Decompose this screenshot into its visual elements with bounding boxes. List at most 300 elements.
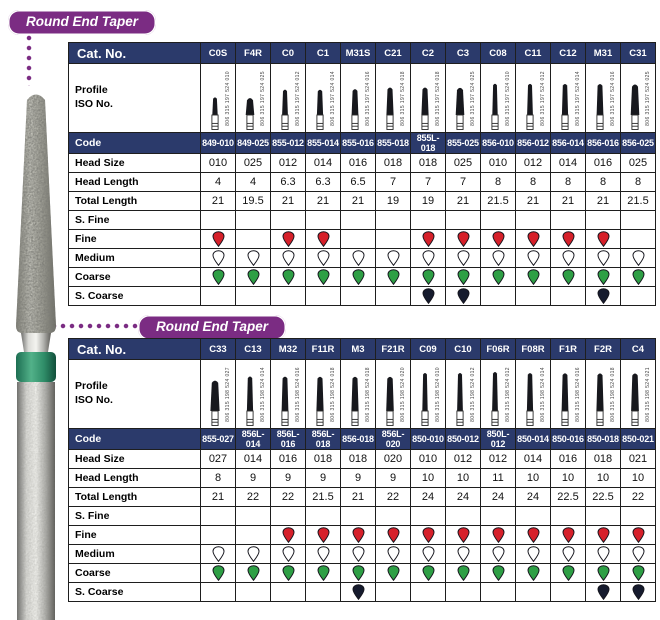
grit-cell-s_coarse (341, 287, 376, 306)
code-cell: 856L-018 (306, 429, 341, 450)
grit-cell-s_coarse (516, 287, 551, 306)
value-cell-head_size: 012 (516, 154, 551, 173)
iso-number: 806 315 198 524 027 (225, 366, 231, 422)
grit-cell-s_fine (586, 507, 621, 526)
value-cell-head_length: 4 (236, 173, 271, 192)
iso-number: 806 315 197 524 016 (365, 70, 371, 126)
grit-cell-coarse (376, 268, 411, 287)
code-cell: 856-016 (586, 133, 621, 154)
value-cell-total_length: 21.5 (481, 192, 516, 211)
grit-cell-medium (411, 249, 446, 268)
profile-cell (516, 360, 551, 429)
grit-cell-s_coarse (376, 287, 411, 306)
grit-cell-fine (341, 230, 376, 249)
value-cell-head_length: 6.3 (306, 173, 341, 192)
grit-cell-fine (306, 526, 341, 545)
grit-drop-icon (282, 250, 295, 266)
grit-drop-icon (352, 269, 365, 285)
code-cell: 856L-016 (271, 429, 306, 450)
grit-drop-icon (317, 527, 330, 543)
grit-cell-coarse (446, 564, 481, 583)
row-label-head_length: Head Length (69, 173, 201, 192)
value-cell-total_length: 19 (411, 192, 446, 211)
profile-cell (306, 64, 341, 133)
grit-cell-s_fine (411, 211, 446, 230)
grit-cell-s_fine (586, 211, 621, 230)
iso-number: 806 315 198 524 016 (295, 366, 301, 422)
grit-drop-icon (632, 565, 645, 581)
grit-drop-icon (632, 250, 645, 266)
value-cell-head_length: 8 (551, 173, 586, 192)
grit-cell-fine (271, 526, 306, 545)
value-cell-head_length: 7 (446, 173, 481, 192)
value-cell-head_size: 010 (201, 154, 236, 173)
grit-cell-coarse (551, 268, 586, 287)
grit-cell-medium (341, 545, 376, 564)
grit-drop-icon (492, 231, 505, 247)
grit-drop-icon (247, 250, 260, 266)
code-cell: 856-014 (551, 133, 586, 154)
grit-drop-icon (352, 565, 365, 581)
row-label-head_length: Head Length (69, 469, 201, 488)
profile-cell (551, 360, 586, 429)
grit-cell-fine (236, 230, 271, 249)
value-cell-head_length: 6.5 (341, 173, 376, 192)
grit-drop-icon (597, 527, 610, 543)
grit-drop-icon (422, 231, 435, 247)
grit-drop-icon (457, 250, 470, 266)
value-cell-total_length: 22.5 (586, 488, 621, 507)
section-badge-top (8, 10, 156, 35)
iso-number: 806 315 197 524 012 (295, 70, 301, 126)
value-cell-head_size: 018 (341, 450, 376, 469)
grit-cell-s_coarse (411, 583, 446, 602)
grit-cell-s_coarse (271, 583, 306, 602)
value-cell-total_length: 21 (341, 192, 376, 211)
value-cell-head_size: 018 (586, 450, 621, 469)
grit-cell-fine (341, 526, 376, 545)
value-cell-head_length: 10 (516, 469, 551, 488)
value-cell-total_length: 21 (341, 488, 376, 507)
grit-cell-s_coarse (551, 583, 586, 602)
grit-drop-icon (422, 288, 435, 304)
grit-drop-icon (597, 250, 610, 266)
value-cell-head_length: 8 (516, 173, 551, 192)
grit-cell-fine (481, 230, 516, 249)
iso-number: 806 315 198 524 020 (400, 366, 406, 422)
grit-cell-coarse (481, 268, 516, 287)
grit-cell-s_coarse (341, 583, 376, 602)
iso-number: 806 315 198 524 012 (505, 366, 511, 422)
value-cell-total_length: 22 (376, 488, 411, 507)
iso-number: 806 315 197 524 014 (330, 70, 336, 126)
grit-drop-icon (527, 269, 540, 285)
bur-profile-icon (345, 71, 365, 131)
iso-number: 806 315 198 524 018 (610, 366, 616, 422)
grit-cell-coarse (621, 564, 656, 583)
bur-spec-table-2 (68, 338, 656, 602)
row-label-medium: Medium (69, 545, 201, 564)
value-cell-head_size: 014 (236, 450, 271, 469)
profile-label: Profile (75, 380, 108, 393)
grit-cell-s_coarse (516, 583, 551, 602)
bur-profile-icon (240, 367, 260, 427)
iso-number: 806 315 198 524 018 (330, 366, 336, 422)
grit-drop-icon (597, 231, 610, 247)
iso-number: 806 315 198 524 018 (365, 366, 371, 422)
grit-cell-medium (516, 249, 551, 268)
grit-drop-icon (597, 565, 610, 581)
value-cell-head_length: 10 (621, 469, 656, 488)
iso-number: 806 315 197 524 025 (645, 70, 651, 126)
section-badge-middle (138, 315, 286, 340)
value-cell-total_length: 21 (201, 192, 236, 211)
profile-cell (271, 64, 306, 133)
grit-drop-icon (457, 546, 470, 562)
iso-number: 806 315 197 524 012 (540, 70, 546, 126)
code-cell: 856-018 (341, 429, 376, 450)
value-cell-head_length: 10 (411, 469, 446, 488)
grit-cell-s_fine (621, 211, 656, 230)
value-cell-head_length: 8 (481, 173, 516, 192)
grit-cell-s_coarse (236, 287, 271, 306)
grit-cell-medium (551, 249, 586, 268)
value-cell-head_size: 010 (481, 154, 516, 173)
grit-cell-s_coarse (201, 583, 236, 602)
grit-drop-icon (212, 269, 225, 285)
bur-profile-icon (520, 367, 540, 427)
grit-cell-medium (376, 545, 411, 564)
grit-cell-medium (621, 249, 656, 268)
grit-drop-icon (597, 584, 610, 600)
value-cell-head_length: 7 (411, 173, 446, 192)
grit-drop-icon (527, 527, 540, 543)
profile-label: Profile (75, 84, 108, 97)
grit-drop-icon (387, 250, 400, 266)
value-cell-head_length: 9 (236, 469, 271, 488)
code-cell: 849-025 (236, 133, 271, 154)
grit-drop-icon (632, 269, 645, 285)
section-title: Round End Taper (26, 14, 138, 29)
row-label-total_length: Total Length (69, 192, 201, 211)
value-cell-head_size: 016 (341, 154, 376, 173)
value-cell-head_length: 4 (201, 173, 236, 192)
grit-cell-fine (586, 526, 621, 545)
value-cell-total_length: 21 (306, 192, 341, 211)
grit-cell-s_fine (271, 507, 306, 526)
grit-cell-medium (481, 545, 516, 564)
grit-cell-medium (586, 545, 621, 564)
grit-drop-icon (457, 288, 470, 304)
iso-no-label: ISO No. (75, 98, 113, 110)
grit-cell-coarse (586, 268, 621, 287)
section-title: Round End Taper (156, 319, 268, 334)
bur-profile-icon (590, 367, 610, 427)
grit-cell-coarse (236, 564, 271, 583)
iso-number: 806 315 197 524 018 (435, 70, 441, 126)
value-cell-total_length: 21 (551, 192, 586, 211)
value-cell-total_length: 24 (481, 488, 516, 507)
grit-drop-icon (247, 546, 260, 562)
bur-profile-icon (555, 71, 575, 131)
value-cell-head_size: 027 (201, 450, 236, 469)
grit-cell-s_coarse (201, 287, 236, 306)
grit-cell-fine (551, 230, 586, 249)
grit-drop-icon (282, 527, 295, 543)
grit-drop-icon (422, 546, 435, 562)
cat-no-cell: M31S (341, 43, 376, 64)
value-cell-head_size: 020 (376, 450, 411, 469)
grit-cell-s_coarse (446, 287, 481, 306)
grit-cell-fine (551, 526, 586, 545)
grit-drop-icon (527, 250, 540, 266)
grit-cell-medium (411, 545, 446, 564)
bur-profile-icon (240, 71, 260, 131)
grit-drop-icon (317, 250, 330, 266)
iso-number: 806 315 197 524 010 (505, 70, 511, 126)
grit-cell-fine (621, 526, 656, 545)
grit-drop-icon (247, 565, 260, 581)
grit-drop-icon (317, 546, 330, 562)
grit-drop-icon (352, 584, 365, 600)
code-cell: 855-016 (341, 133, 376, 154)
profile-cell (306, 360, 341, 429)
grit-cell-medium (236, 249, 271, 268)
cat-no-cell: C1 (306, 43, 341, 64)
grit-cell-fine (621, 230, 656, 249)
grit-cell-fine (411, 526, 446, 545)
grit-drop-icon (597, 546, 610, 562)
grit-cell-medium (446, 249, 481, 268)
grit-drop-icon (492, 565, 505, 581)
grit-cell-medium (551, 545, 586, 564)
value-cell-head_size: 012 (271, 154, 306, 173)
bur-profile-icon (310, 367, 330, 427)
cat-no-cell: C11 (516, 43, 551, 64)
row-label-fine: Fine (69, 230, 201, 249)
cat-no-cell: F2R (586, 339, 621, 360)
grit-drop-icon (387, 527, 400, 543)
iso-number: 806 315 198 524 014 (260, 366, 266, 422)
code-cell: 855-018 (376, 133, 411, 154)
row-label-medium: Medium (69, 249, 201, 268)
grit-cell-coarse (306, 564, 341, 583)
grit-cell-medium (446, 545, 481, 564)
bur-profile-icon (205, 71, 225, 131)
row-label-cat-no: Cat. No. (69, 43, 201, 64)
grit-cell-medium (201, 249, 236, 268)
profile-cell (621, 360, 656, 429)
value-cell-head_size: 014 (516, 450, 551, 469)
bur-photo (8, 88, 64, 620)
grit-cell-coarse (201, 564, 236, 583)
grit-cell-coarse (271, 268, 306, 287)
grit-drop-icon (387, 546, 400, 562)
value-cell-total_length: 24 (446, 488, 481, 507)
cat-no-cell: C2 (411, 43, 446, 64)
cat-no-cell: C31 (621, 43, 656, 64)
value-cell-head_size: 018 (376, 154, 411, 173)
bur-profile-icon (205, 367, 225, 427)
grit-cell-s_coarse (586, 287, 621, 306)
grit-cell-fine (306, 230, 341, 249)
grit-cell-fine (516, 230, 551, 249)
value-cell-head_size: 018 (306, 450, 341, 469)
value-cell-head_size: 016 (586, 154, 621, 173)
profile-cell (586, 64, 621, 133)
cat-no-cell: C08 (481, 43, 516, 64)
cat-no-cell: C10 (446, 339, 481, 360)
code-cell: 855-014 (306, 133, 341, 154)
value-cell-head_size: 018 (411, 154, 446, 173)
grit-cell-s_fine (201, 507, 236, 526)
grit-cell-s_coarse (411, 287, 446, 306)
bur-profile-icon (485, 71, 505, 131)
iso-number: 806 315 197 524 025 (260, 70, 266, 126)
value-cell-head_size: 012 (481, 450, 516, 469)
grit-cell-s_fine (551, 507, 586, 526)
grit-cell-s_fine (481, 211, 516, 230)
grit-cell-coarse (446, 268, 481, 287)
profile-cell (376, 360, 411, 429)
grit-drop-icon (562, 250, 575, 266)
grit-cell-s_coarse (306, 583, 341, 602)
grit-cell-coarse (376, 564, 411, 583)
grit-cell-medium (586, 249, 621, 268)
value-cell-head_size: 025 (446, 154, 481, 173)
grit-cell-s_coarse (586, 583, 621, 602)
iso-number: 806 315 197 524 016 (610, 70, 616, 126)
grit-drop-icon (387, 269, 400, 285)
grit-cell-medium (481, 249, 516, 268)
grit-cell-coarse (236, 268, 271, 287)
code-cell: 850-016 (551, 429, 586, 450)
iso-number: 806 315 197 524 025 (470, 70, 476, 126)
grit-drop-icon (597, 269, 610, 285)
value-cell-head_size: 025 (621, 154, 656, 173)
grit-drop-icon (527, 546, 540, 562)
profile-cell (341, 360, 376, 429)
cat-no-cell: M31 (586, 43, 621, 64)
value-cell-head_size: 021 (621, 450, 656, 469)
grit-drop-icon (492, 250, 505, 266)
value-cell-head_length: 8 (201, 469, 236, 488)
grit-cell-s_fine (341, 211, 376, 230)
profile-cell (551, 64, 586, 133)
grit-drop-icon (492, 527, 505, 543)
row-label-head_size: Head Size (69, 450, 201, 469)
profile-cell (481, 64, 516, 133)
value-cell-total_length: 21.5 (621, 192, 656, 211)
grit-drop-icon (282, 546, 295, 562)
bur-profile-icon (625, 367, 645, 427)
value-cell-head_size: 025 (236, 154, 271, 173)
value-cell-head_length: 6.3 (271, 173, 306, 192)
row-label-code: Code (69, 429, 201, 450)
grit-drop-icon (457, 231, 470, 247)
profile-cell (376, 64, 411, 133)
row-label-s_coarse: S. Coarse (69, 287, 201, 306)
grit-drop-icon (597, 288, 610, 304)
code-cell: 849-010 (201, 133, 236, 154)
code-cell: 855-012 (271, 133, 306, 154)
value-cell-head_length: 8 (586, 173, 621, 192)
value-cell-total_length: 19.5 (236, 192, 271, 211)
grit-cell-coarse (306, 268, 341, 287)
grit-cell-s_fine (516, 211, 551, 230)
code-cell: 850-010 (411, 429, 446, 450)
cat-no-cell: F08R (516, 339, 551, 360)
grit-cell-s_coarse (621, 287, 656, 306)
grit-drop-icon (492, 546, 505, 562)
grit-cell-s_fine (341, 507, 376, 526)
cat-no-cell: M3 (341, 339, 376, 360)
cat-no-cell: F11R (306, 339, 341, 360)
grit-cell-coarse (271, 564, 306, 583)
grit-drop-icon (352, 250, 365, 266)
grit-drop-icon (632, 546, 645, 562)
grit-drop-icon (562, 269, 575, 285)
grit-drop-icon (212, 565, 225, 581)
value-cell-head_size: 010 (411, 450, 446, 469)
profile-cell (411, 360, 446, 429)
grit-cell-s_fine (516, 507, 551, 526)
cat-no-cell: F21R (376, 339, 411, 360)
grit-drop-icon (352, 546, 365, 562)
row-label-total_length: Total Length (69, 488, 201, 507)
grit-cell-fine (446, 230, 481, 249)
value-cell-head_size: 012 (446, 450, 481, 469)
row-label-profile-iso (69, 360, 201, 429)
grit-drop-icon (422, 565, 435, 581)
bur-profile-icon (275, 367, 295, 427)
grit-cell-coarse (341, 564, 376, 583)
value-cell-head_size: 016 (271, 450, 306, 469)
grit-cell-coarse (411, 564, 446, 583)
cat-no-cell: C33 (201, 339, 236, 360)
grit-cell-coarse (201, 268, 236, 287)
row-label-s_coarse: S. Coarse (69, 583, 201, 602)
cat-no-cell: C09 (411, 339, 446, 360)
grit-cell-coarse (341, 268, 376, 287)
grit-cell-s_coarse (621, 583, 656, 602)
value-cell-head_length: 10 (551, 469, 586, 488)
row-label-code: Code (69, 133, 201, 154)
code-cell: 856-025 (621, 133, 656, 154)
grit-drop-icon (282, 565, 295, 581)
grit-drop-icon (422, 527, 435, 543)
profile-cell (201, 360, 236, 429)
grit-drop-icon (562, 527, 575, 543)
grit-cell-medium (376, 249, 411, 268)
value-cell-head_length: 9 (376, 469, 411, 488)
grit-drop-icon (247, 269, 260, 285)
grit-drop-icon (282, 269, 295, 285)
value-cell-total_length: 24 (411, 488, 446, 507)
code-cell: 850-018 (586, 429, 621, 450)
grit-cell-fine (411, 230, 446, 249)
bur-profile-icon (590, 71, 610, 131)
grit-drop-icon (352, 527, 365, 543)
value-cell-head_length: 9 (306, 469, 341, 488)
bur-profile-icon (380, 71, 400, 131)
grit-cell-medium (621, 545, 656, 564)
grit-drop-icon (562, 565, 575, 581)
cat-no-cell: C13 (236, 339, 271, 360)
value-cell-head_size: 014 (551, 154, 586, 173)
grit-drop-icon (422, 250, 435, 266)
grit-drop-icon (632, 527, 645, 543)
